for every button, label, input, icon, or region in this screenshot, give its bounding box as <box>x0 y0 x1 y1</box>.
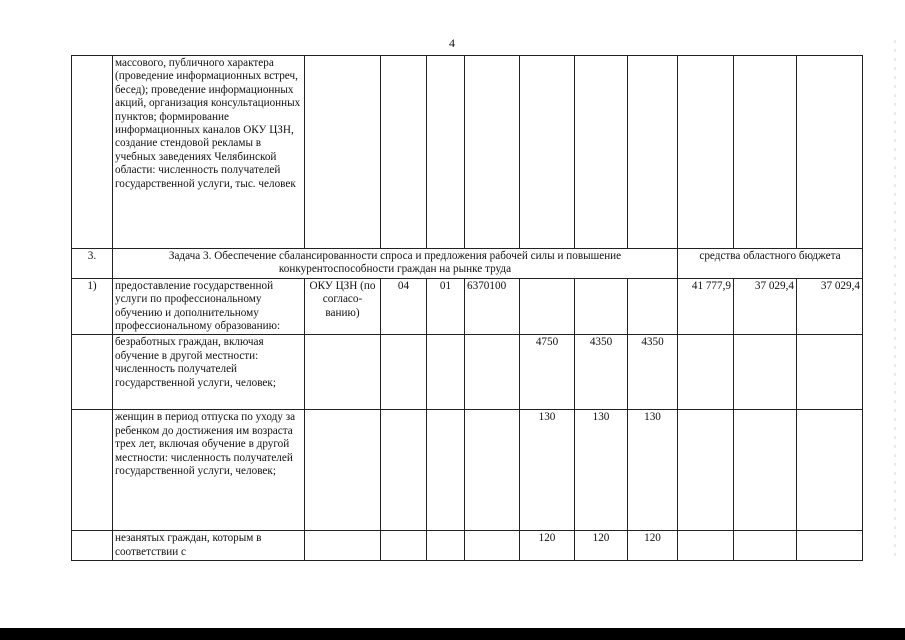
cell-budget-year-1: 41 777,9 <box>678 278 734 335</box>
table-row-women <box>72 410 863 531</box>
funding-source: средства областного бюджета <box>678 249 863 279</box>
cell-budget-year-3: 37 029,4 <box>797 278 863 335</box>
cell-indicator-year-2: 130 <box>575 410 628 531</box>
scan-edge-artifact <box>894 40 896 560</box>
cell-number: 3. <box>72 249 113 279</box>
cell-description: незанятых граждан, которым в соответствии с <box>113 531 305 561</box>
cell-number: 1) <box>72 278 113 335</box>
table-row-continuation <box>72 56 863 249</box>
program-table <box>71 55 863 561</box>
table-row-item-1 <box>72 278 863 335</box>
cell-indicator-year-1: 4750 <box>520 335 575 410</box>
cell-executor: ОКУ ЦЗН (по согласо- ванию) <box>305 278 381 335</box>
table-row-unemployed <box>72 335 863 410</box>
cell-indicator-year-3: 4350 <box>628 335 678 410</box>
cell-indicator-year-1: 120 <box>520 531 575 561</box>
cell-description: безработных граждан, включая обучение в другой местности: численность получателей государственной услуги, человек; <box>113 335 305 410</box>
page-number: 4 <box>449 36 455 50</box>
scan-bottom-border <box>0 628 905 640</box>
cell-description: массового, публичного характера (проведение информационных встреч, бесед); проведение информационных акций, организация консультационных пунктов; формирование информационных каналов ОКУ ЦЗН, создание стендовой рекламы в учебных заведениях Челябинской области: численность получателей государственной услуги, тыс. человек <box>113 56 305 249</box>
cell-indicator-year-1: 130 <box>520 410 575 531</box>
task-3-title: Задача 3. Обеспечение сбалансированности спроса и предложения рабочей силы и повышение конкурентоспособности граждан на рынке труда <box>113 249 678 279</box>
table-row-nonemployed <box>72 531 863 561</box>
cell-code-section: 04 <box>381 278 427 335</box>
cell-indicator-year-2: 120 <box>575 531 628 561</box>
cell-code-subsection: 01 <box>427 278 465 335</box>
cell-budget-year-2: 37 029,4 <box>734 278 797 335</box>
cell-number <box>72 56 113 249</box>
table-row-task-3 <box>72 249 863 279</box>
cell-description: женщин в период отпуска по уходу за ребенком до достижения им возраста трех лет, включая обучение в другой местности: численность получателей государственной услуги, человек; <box>113 410 305 531</box>
cell-code-article: 6370100 <box>465 278 520 335</box>
cell-indicator-year-2: 4350 <box>575 335 628 410</box>
cell-indicator-year-3: 120 <box>628 531 678 561</box>
cell-description: предоставление государственной услуги по профессиональному обучению и дополнительному профессиональному образованию: <box>113 278 305 335</box>
cell-indicator-year-3: 130 <box>628 410 678 531</box>
